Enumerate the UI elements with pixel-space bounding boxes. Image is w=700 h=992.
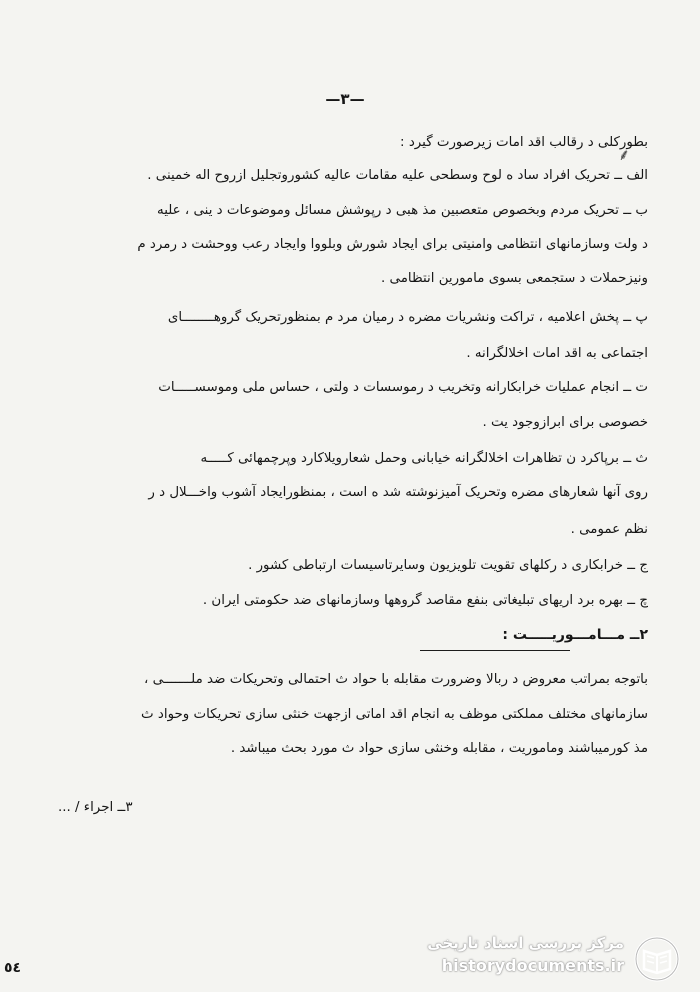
item-be-line-3: ونیزحملات د ستجمعی بسوی مامورین انتظامی . [381,271,648,286]
section-heading-mission: ٢ــ مـــامـــوریـــــت : [502,627,648,643]
mission-line-2: سازمانهای مختلف مملکتی موظف به انجام اقد اماتی ازجهت خنثی سازی تحریکات وحواد ث [141,707,648,722]
watermark-title: مرکز بررسی اسناد تاریخی [427,934,624,952]
item-be-line-2: د ولت وسازمانهای انتظامی وامنیتی برای ایجاد شورش وبلووا وایجاد رعب ووحشت د رمرد م [137,237,648,252]
item-se-line-3: نظم عمومی . [570,522,648,537]
item-te-line-2: خصوصی برای ابرازوجود یت . [482,415,648,430]
heading-underline [420,650,570,651]
mission-line-3: مذ کورمیباشند وماموریت ، مقابله وخنثی سازی حواد ث مورد بحث میباشد . [230,741,648,756]
item-pe-line-1: پ ــ پخش اعلامیه ، تراکت ونشریات مضره د رمیان مرد م بمنظورتحریک گروهــــــــای [167,310,648,325]
item-che: چ ــ بهره برد اریهای تبلیغاتی بنفع مقاصد گروهها وسازمانهای ضد حکومتی ایران . [202,593,648,608]
item-se-line-1: ث ــ برپاکرد ن تظاهرات اخلالگرانه خیابانی وحمل شعارویلاکارد وپرچمهائی کـــــه [200,451,648,466]
page-number: —٣— [325,90,365,108]
open-book-logo-icon [634,936,680,982]
item-se-line-2: روی آنها شعارهای مضره وتحریک آمیزنوشته شد ه است ، بمنظورایجاد آشوب واخـــلال د ر [148,485,648,500]
mission-line-1: باتوجه بمراتب معروض د ربالا وضرورت مقابله با حواد ث احتمالی وتحریکات ضد ملـــــــی ، [143,672,648,687]
archive-watermark [418,934,688,982]
archive-corner-number: ٥٤ [4,960,22,976]
continuation-annotation: ٣ــ اجراء / ... [58,800,133,815]
intro-line: بطورکلی د رقالب اقد امات زیرصورت گیرد : [400,135,648,150]
item-pe-line-2: اجتماعی به اقد امات اخلالگرانه . [466,346,648,361]
item-alef: الف ــ تحریک افراد ساد ه لوح وسطحی علیه مقامات عالیه کشوروتجلیل ازروح اله خمینی . [147,168,648,183]
item-be-line-1: ب ــ تحریک مردم وبخصوص متعصبین مذ هبی د رپوشش مسائل وموضوعات د ینی ، علیه [157,203,648,218]
item-te-line-1: ت ــ انجام عملیات خرابکارانه وتخریب د رموسسات د ولتی ، حساس ملی وموسســـــات [158,380,648,395]
margin-scribble-mark: ⸙ [618,145,631,164]
watermark-url: historydocuments.ir [441,956,624,975]
item-jim: ج ــ خرابکاری د رکلهای تقویت تلویزیون وسایرتاسیسات ارتباطی کشور . [248,558,648,573]
